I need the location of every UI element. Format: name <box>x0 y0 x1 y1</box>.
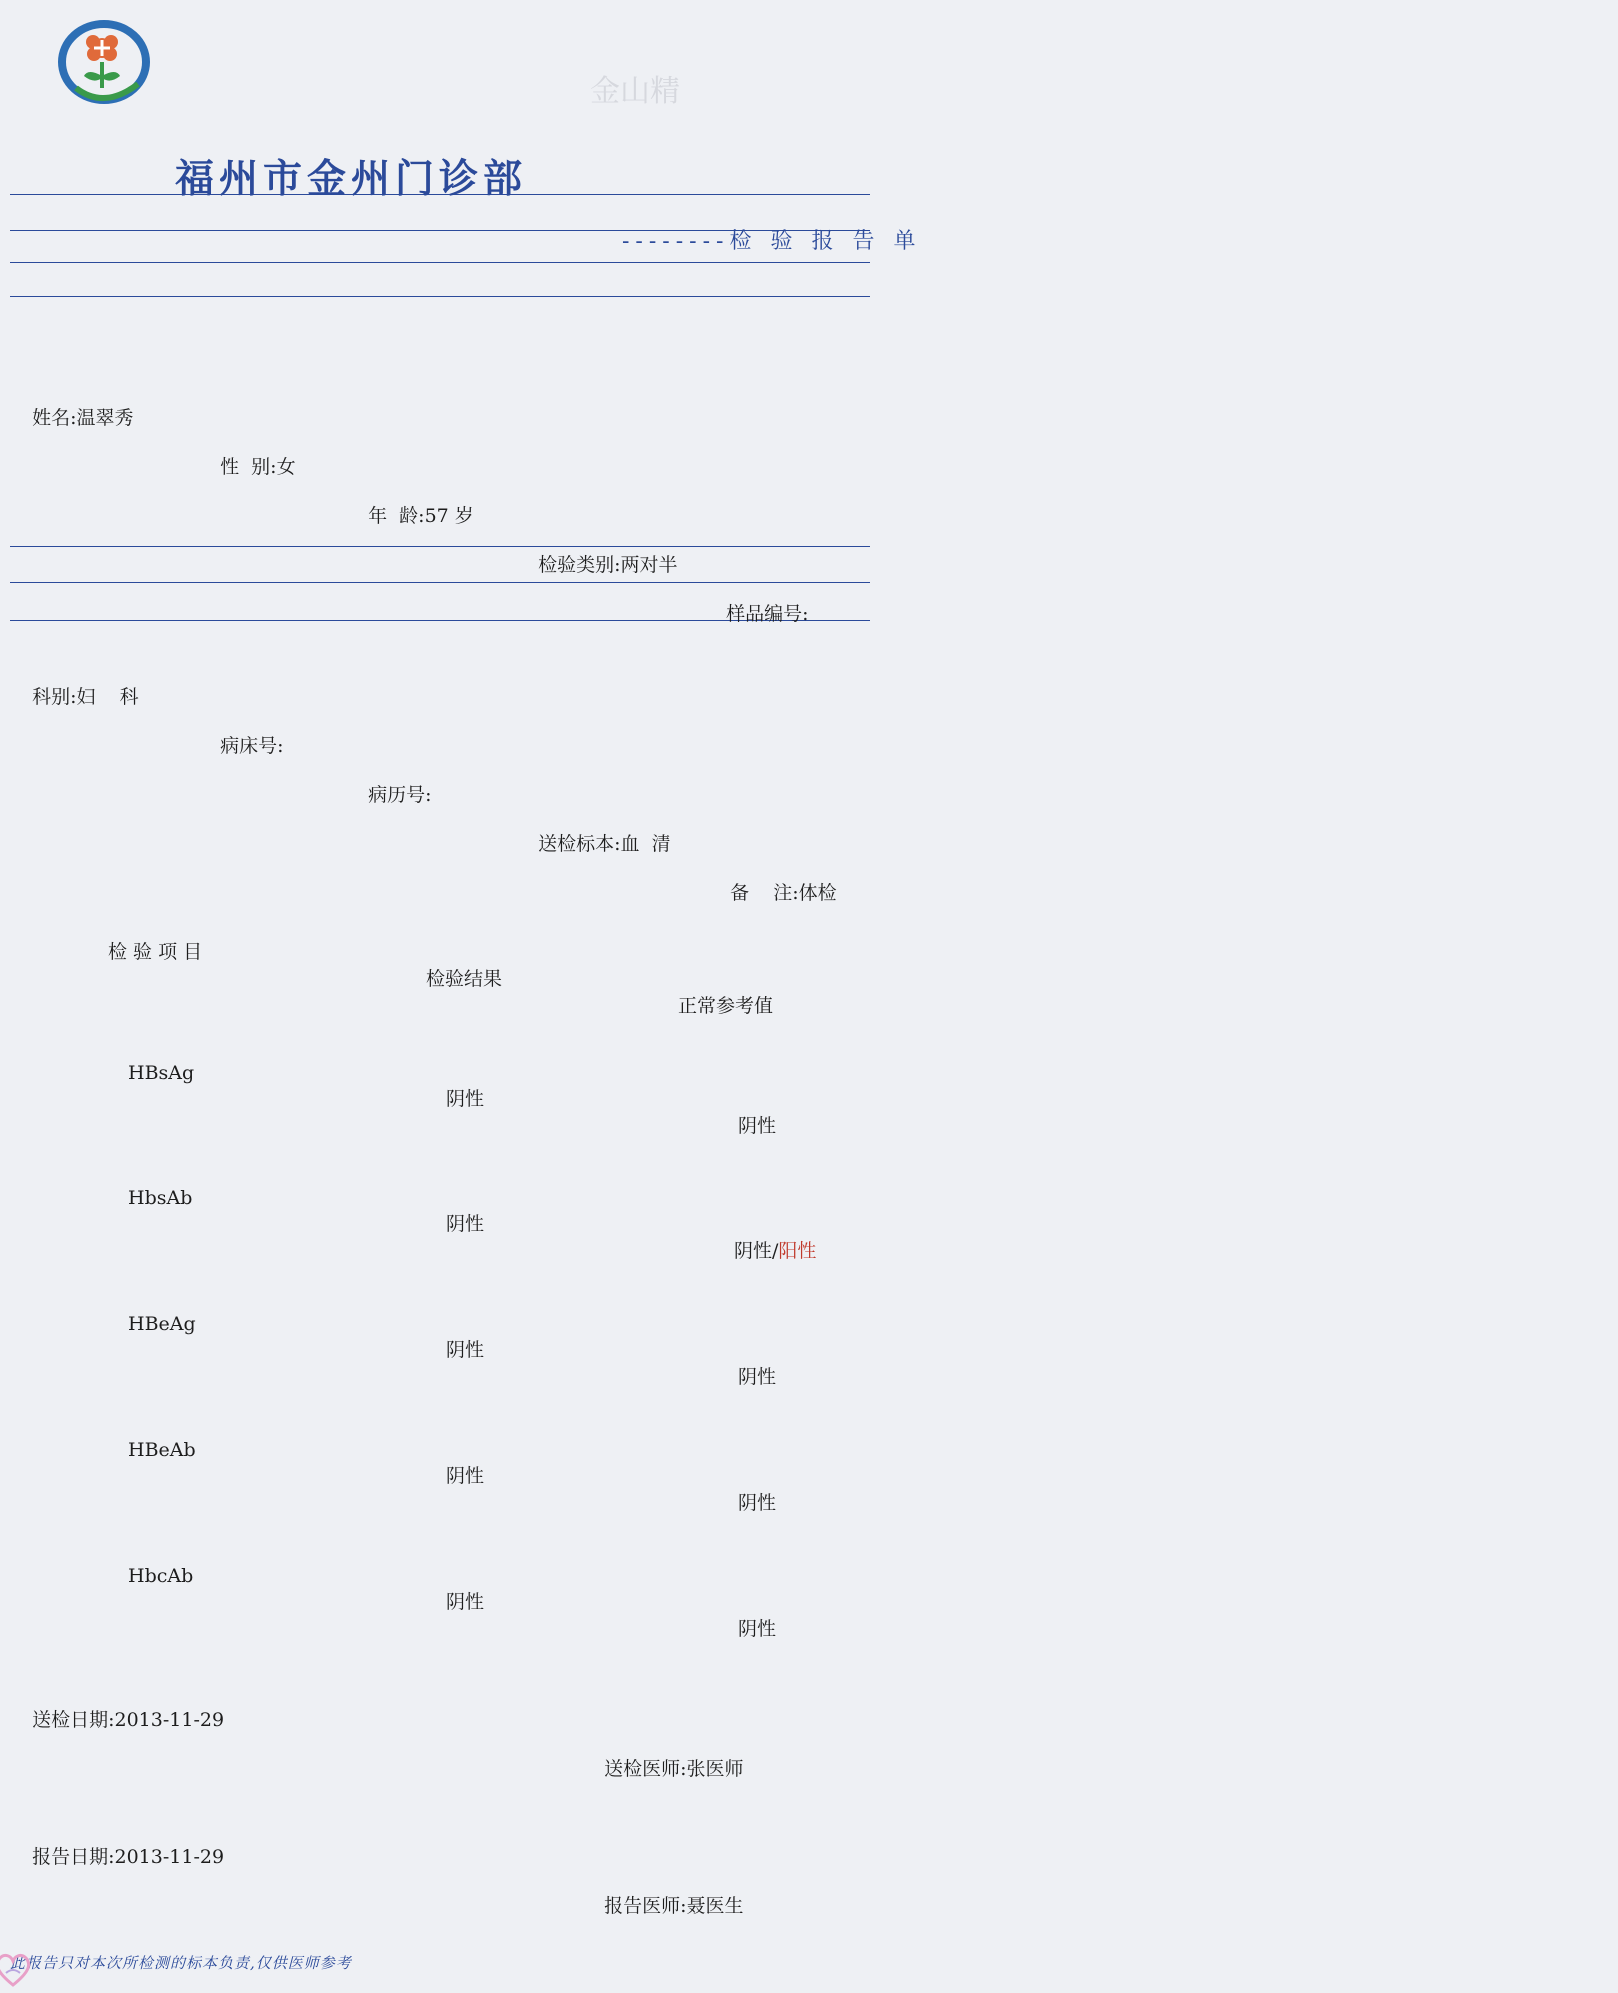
record-number-field <box>356 758 1236 807</box>
report-doctor-value: 聂医生 <box>686 1895 744 1917</box>
report-date-field <box>20 1820 900 1869</box>
report-doctor-label: 报告医师: <box>604 1895 687 1917</box>
disclaimer-text: 此报告只对本次所检测的标本负责,仅供医师参考 <box>10 1954 352 1972</box>
report-type-title: --------检 验 报 告 单 <box>622 229 922 254</box>
record-number-label: 病历号: <box>368 784 432 806</box>
department-label: 科别: <box>32 686 77 708</box>
divider <box>10 296 870 297</box>
sample-no-field <box>714 577 1594 626</box>
note-value: 体检 <box>798 882 837 904</box>
clinic-logo-icon <box>58 18 154 106</box>
divider <box>10 262 870 263</box>
background-watermark-text: 金山精 <box>590 74 680 109</box>
reference-value-text: 阴性 <box>738 1115 777 1137</box>
column-header-reference: 正常参考值 <box>678 995 774 1017</box>
test-item: HBeAb <box>128 1439 196 1461</box>
test-type-label: 检验类别: <box>538 554 621 576</box>
reference-value <box>738 1362 1618 1389</box>
gender-field <box>208 430 1088 479</box>
specimen-label: 送检标本: <box>538 833 621 855</box>
bed-number-label: 病床号: <box>220 735 284 757</box>
test-type-field <box>526 528 1406 577</box>
hospital-name: 福州市金州门诊部 <box>175 156 528 202</box>
reference-value-text: 阴性/ <box>734 1240 779 1262</box>
reference-value-text: 阴性 <box>738 1492 777 1514</box>
test-type-value: 两对半 <box>620 554 678 576</box>
column-header-item: 检 验 项 目 <box>108 941 203 963</box>
age-field <box>356 479 1236 528</box>
report-date-label: 报告日期: <box>32 1846 115 1868</box>
test-result: 阴性 <box>446 1339 485 1361</box>
send-doctor-value: 张医师 <box>686 1758 744 1780</box>
note-field <box>718 856 1598 905</box>
heart-logo-icon <box>0 1943 38 1993</box>
test-item: HbcAb <box>128 1565 194 1587</box>
send-date-label: 送检日期: <box>32 1709 115 1731</box>
reference-value <box>734 1236 1614 1263</box>
note-label: 备 注: <box>730 882 799 904</box>
patient-name-label: 姓名: <box>32 407 77 429</box>
report-date-value: 2013-11-29 <box>114 1846 225 1868</box>
send-date-value: 2013-11-29 <box>114 1709 225 1731</box>
test-item: HBeAg <box>128 1313 196 1335</box>
patient-name: 温翠秀 <box>76 407 134 429</box>
test-result: 阴性 <box>446 1465 485 1487</box>
send-doctor-label: 送检医师: <box>604 1758 687 1780</box>
gender-value: 女 <box>276 456 296 478</box>
department-field <box>20 660 900 709</box>
column-header-result: 检验结果 <box>426 968 503 990</box>
reference-value-text: 阴性 <box>738 1618 777 1640</box>
test-result: 阴性 <box>446 1213 485 1235</box>
reference-value <box>738 1488 1618 1515</box>
reference-value-text: 阴性 <box>738 1366 777 1388</box>
test-item: HBsAg <box>128 1062 195 1084</box>
reference-value-extra: 阳性 <box>778 1240 817 1262</box>
age-label: 年 龄: <box>368 505 425 527</box>
patient-name-field <box>20 381 900 430</box>
reference-value <box>738 1111 1618 1138</box>
reference-value <box>738 1614 1618 1641</box>
test-item: HbsAb <box>128 1187 193 1209</box>
gender-label: 性 别: <box>220 456 277 478</box>
send-date-field <box>20 1683 900 1732</box>
department-value: 妇 科 <box>76 686 139 708</box>
report-doctor-field <box>592 1869 1472 1918</box>
specimen-field <box>526 807 1406 856</box>
bed-number-field <box>208 709 1088 758</box>
sample-no-label: 样品编号: <box>726 603 809 625</box>
age-value: 57 岁 <box>424 505 474 527</box>
test-result: 阴性 <box>446 1088 485 1110</box>
specimen-value: 血 清 <box>620 833 671 855</box>
send-doctor-field <box>592 1732 1472 1781</box>
test-result: 阴性 <box>446 1591 485 1613</box>
